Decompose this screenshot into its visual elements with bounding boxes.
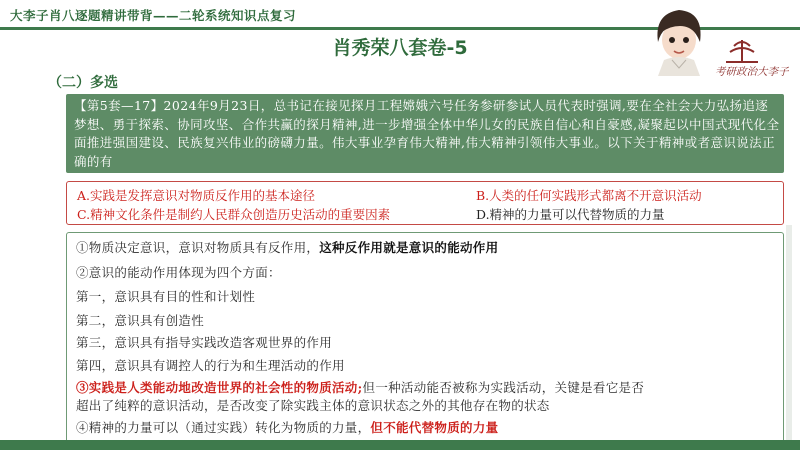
option-a: A.实践是发挥意识对物质反作用的基本途径 (77, 188, 316, 203)
analysis-line-7-text: 但一种活动能否被称为实践活动，关键是看它是否 (362, 380, 645, 395)
side-divider (786, 225, 792, 440)
analysis-line-8-text: ④精神的力量可以（通过实践）转化为物质的力量， (76, 420, 371, 435)
analysis-line-5: 第三，意识具有指导实践改造客观世界的作用 (76, 335, 333, 350)
analysis-line-7-emphasis: ③实践是人类能动地改造世界的社会性的物质活动; (76, 380, 363, 395)
analysis-line-3: 第一，意识具有目的性和计划性 (76, 289, 256, 304)
page-title: 肖秀荣八套卷-5 (332, 37, 468, 59)
analysis-line-2: ②意识的能动作用体现为四个方面： (76, 265, 281, 280)
avatar (646, 2, 712, 76)
analysis-line-6: 第四，意识具有调控人的行为和生理活动的作用 (76, 358, 345, 373)
analysis-line-8 (76, 418, 498, 436)
analysis-line-4: 第二，意识具有创造性 (76, 313, 205, 328)
series-title: 大李子肖八逐题精讲带背——二轮系统知识点复习 (10, 8, 297, 23)
analysis-line-1-text: ①物质决定意识，意识对物质具有反作用， (76, 240, 320, 255)
bottom-bar (0, 440, 800, 450)
option-c: C.精神文化条件是制约人民群众创造历史活动的重要因素 (77, 207, 391, 222)
section-label: （二）多选 (48, 75, 118, 91)
analysis-line-1 (76, 238, 498, 256)
option-d: D.精神的力量可以代替物质的力量 (476, 207, 665, 222)
question-text: 【第5套—17】2024年9月23日，总书记在接见探月工程嫦娥六号任务参研参试人员代表时强调,要在全社会大力弘扬追逐梦想、勇于探索、协同攻坚、合作共赢的探月精神,进一步增强全体中华儿女的民族自信心和自豪感,凝聚起以中国式现代化全面推进强国建设、民族复兴伟业的磅礴力量。伟大事业孕育伟大精神,伟大精神引领伟大事业。以下关于精神或者意识说法正确的有 (74, 98, 780, 169)
brand-text: 考研政治大李子 (715, 66, 789, 78)
analysis-line-7 (76, 378, 644, 396)
analysis-line-8-emphasis: 但不能代替物质的力量 (370, 420, 499, 435)
analysis-line-7-cont: 超出了纯粹的意识活动，是否改变了除实践主体的意识状态之外的其他存在物的状态 (76, 398, 550, 413)
analysis-line-1-emphasis: 这种反作用就是意识的能动作用 (319, 240, 499, 255)
option-b: B.人类的任何实践形式都离不开意识活动 (476, 188, 702, 203)
